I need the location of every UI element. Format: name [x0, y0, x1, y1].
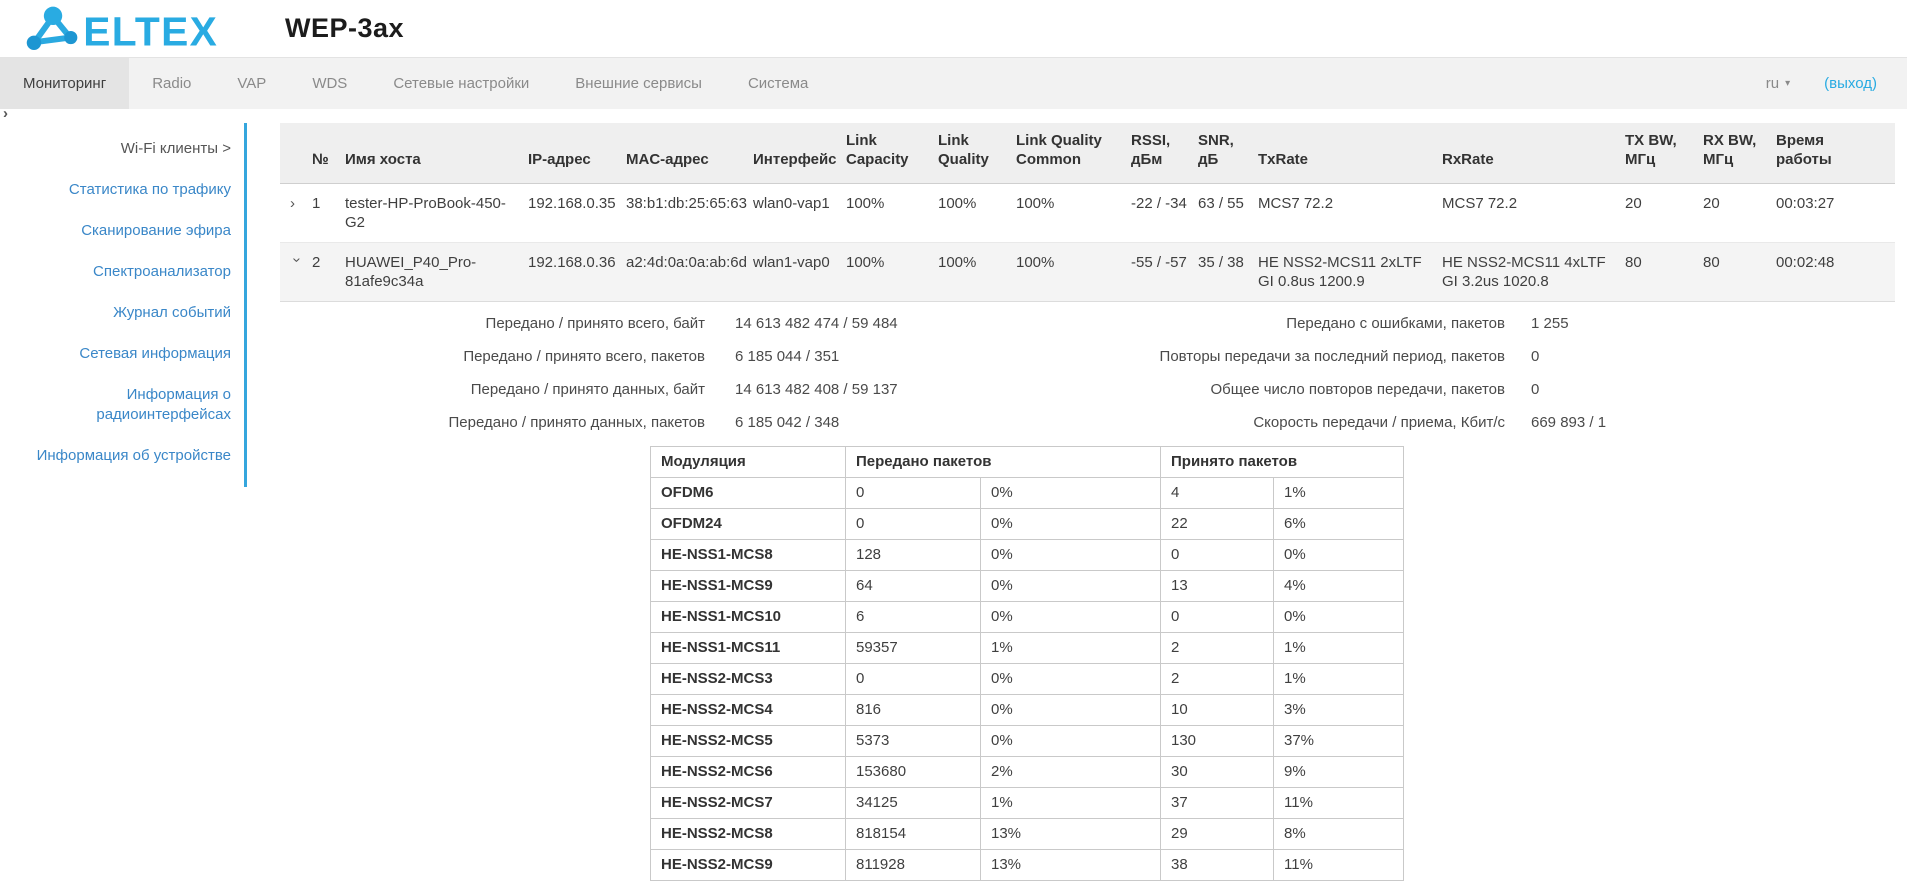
col-uptime: Время работы [1776, 123, 1895, 184]
mod-tx: 0 [846, 478, 981, 509]
mod-name: HE-NSS1-MCS10 [651, 602, 846, 633]
stat-row [1070, 380, 1895, 400]
stat-value: 0 [1531, 381, 1540, 398]
stat-value: 6 185 042 / 348 [735, 414, 840, 431]
cell-rx-bw: 20 [1703, 184, 1776, 243]
stat-value: 14 613 482 474 / 59 484 [735, 315, 898, 332]
mod-tx: 59357 [846, 633, 981, 664]
cell-ip: 192.168.0.35 [528, 184, 626, 243]
col-rx-bw: RX BW, МГц [1703, 123, 1776, 184]
client-row-2[interactable] [280, 243, 1895, 302]
mod-rx: 22 [1161, 509, 1274, 540]
stat-label: Скорость передачи / приема, Кбит/с [1253, 414, 1505, 431]
mod-tx-pct: 0% [981, 571, 1161, 602]
mod-rx-pct: 3% [1274, 695, 1404, 726]
mod-name: OFDM24 [651, 509, 846, 540]
col-num: № [312, 123, 345, 184]
clients-header-row [280, 123, 1895, 184]
mod-tx-pct: 0% [981, 726, 1161, 757]
stat-value: 6 185 044 / 351 [735, 348, 840, 365]
col-rxrate: RxRate [1442, 123, 1625, 184]
cell-tx-bw: 20 [1625, 184, 1703, 243]
page-title: WEP-3ax [285, 13, 405, 43]
cell-rxrate: MCS7 72.2 [1442, 184, 1625, 243]
cell-expand [280, 184, 312, 243]
col-modulation: Модуляция [651, 447, 846, 478]
chevron-right-icon: > [222, 140, 231, 157]
mod-rx: 38 [1161, 850, 1274, 881]
stat-value: 1 255 [1531, 315, 1569, 332]
modulation-row [651, 819, 1404, 850]
modulation-header-row [651, 447, 1404, 478]
eltex-molecule-icon [25, 6, 223, 52]
mod-tx: 0 [846, 509, 981, 540]
cell-link-quality-common: 100% [1016, 243, 1131, 302]
sidebar-item-traffic-stats[interactable]: Статистика по трафику [68, 181, 231, 198]
cell-ip: 192.168.0.36 [528, 243, 626, 302]
stat-label: Передано с ошибками, пакетов [1286, 315, 1505, 332]
col-tx-bw: TX BW, МГц [1625, 123, 1703, 184]
mod-tx-pct: 1% [981, 788, 1161, 819]
mod-rx-pct: 9% [1274, 757, 1404, 788]
stat-value: 0 [1531, 348, 1540, 365]
modulation-row [651, 571, 1404, 602]
mod-tx: 818154 [846, 819, 981, 850]
cell-num: 1 [312, 184, 345, 243]
modulation-row [651, 726, 1404, 757]
traffic-summary-left [280, 314, 1070, 446]
mod-rx: 0 [1161, 602, 1274, 633]
mod-rx-pct: 1% [1274, 664, 1404, 695]
stat-row [280, 314, 1070, 334]
mod-tx-pct: 13% [981, 850, 1161, 881]
tab-wds[interactable]: WDS [312, 75, 348, 92]
mod-rx: 37 [1161, 788, 1274, 819]
mod-rx: 10 [1161, 695, 1274, 726]
mod-tx-pct: 0% [981, 478, 1161, 509]
col-interface: Интерфейс [753, 123, 846, 184]
col-snr: SNR, дБ [1198, 123, 1258, 184]
traffic-summary-right [1070, 314, 1895, 446]
mod-tx: 5373 [846, 726, 981, 757]
mod-rx-pct: 1% [1274, 478, 1404, 509]
collapse-row-icon[interactable]: › [288, 257, 306, 263]
cell-txrate: MCS7 72.2 [1258, 184, 1442, 243]
mod-name: HE-NSS2-MCS6 [651, 757, 846, 788]
sidebar-item-wifi-clients[interactable]: Wi-Fi клиенты > [120, 140, 231, 157]
stat-row [1070, 347, 1895, 367]
mod-name: HE-NSS2-MCS9 [651, 850, 846, 881]
mod-name: HE-NSS2-MCS7 [651, 788, 846, 819]
mod-name: HE-NSS2-MCS5 [651, 726, 846, 757]
cell-link-quality-common: 100% [1016, 184, 1131, 243]
modulation-row [651, 509, 1404, 540]
mod-tx: 64 [846, 571, 981, 602]
mod-rx-pct: 4% [1274, 571, 1404, 602]
tab-system[interactable]: Система [747, 75, 809, 92]
sidebar-divider [244, 123, 247, 487]
mod-tx-pct: 0% [981, 509, 1161, 540]
col-mac: MAC-адрес [626, 123, 753, 184]
expand-row-icon[interactable]: › [290, 195, 295, 212]
mod-name: OFDM6 [651, 478, 846, 509]
sidebar [0, 109, 247, 874]
stat-row [1070, 413, 1895, 433]
modulation-row [651, 602, 1404, 633]
modulation-row [651, 478, 1404, 509]
mod-name: HE-NSS2-MCS3 [651, 664, 846, 695]
cell-rssi: -55 / -57 [1131, 243, 1198, 302]
cell-num: 2 [312, 243, 345, 302]
sidebar-item-network-info[interactable]: Сетевая информация [79, 345, 231, 362]
sidebar-item-air-scan[interactable]: Сканирование эфира [81, 222, 231, 239]
cell-uptime: 00:02:48 [1776, 243, 1895, 302]
stat-label: Повторы передачи за последний период, пакетов [1159, 348, 1505, 365]
cell-rxrate: HE NSS2-MCS11 4xLTF GI 3.2us 1020.8 [1442, 243, 1625, 302]
mod-tx-pct: 0% [981, 695, 1161, 726]
stat-label: Общее число повторов передачи, пакетов [1210, 381, 1505, 398]
mod-tx: 0 [846, 664, 981, 695]
mod-tx: 34125 [846, 788, 981, 819]
modulation-row [651, 540, 1404, 571]
mod-name: HE-NSS1-MCS9 [651, 571, 846, 602]
top-header [0, 0, 1907, 57]
col-ip: IP-адрес [528, 123, 626, 184]
mod-name: HE-NSS1-MCS8 [651, 540, 846, 571]
mod-tx-pct: 0% [981, 664, 1161, 695]
mod-tx: 153680 [846, 757, 981, 788]
mod-rx: 2 [1161, 633, 1274, 664]
cell-snr: 35 / 38 [1198, 243, 1258, 302]
mod-rx-pct: 11% [1274, 788, 1404, 819]
cell-interface: wlan0-vap1 [753, 184, 846, 243]
mod-rx-pct: 0% [1274, 602, 1404, 633]
stat-label: Передано / принято всего, пакетов [463, 348, 705, 365]
cell-hostname: tester-HP-ProBook-450-G2 [345, 184, 528, 243]
col-link-capacity: Link Capacity [846, 123, 938, 184]
cell-txrate: HE NSS2-MCS11 2xLTF GI 0.8us 1200.9 [1258, 243, 1442, 302]
mod-name: HE-NSS2-MCS8 [651, 819, 846, 850]
stat-label: Передано / принято всего, байт [485, 315, 705, 332]
modulation-row [651, 850, 1404, 881]
mod-rx-pct: 0% [1274, 540, 1404, 571]
cell-rssi: -22 / -34 [1131, 184, 1198, 243]
cell-link-capacity: 100% [846, 184, 938, 243]
cell-link-quality: 100% [938, 243, 1016, 302]
stat-row [280, 347, 1070, 367]
col-tx-packets: Передано пакетов [846, 447, 1161, 478]
stat-row [1070, 314, 1895, 334]
modulation-row [651, 757, 1404, 788]
sidebar-item-radio-interfaces-info[interactable]: Информация о радиоинтерфейсах [96, 386, 231, 423]
col-link-quality-common: Link Quality Common [1016, 123, 1131, 184]
mod-rx: 0 [1161, 540, 1274, 571]
mod-rx-pct: 6% [1274, 509, 1404, 540]
col-txrate: TxRate [1258, 123, 1442, 184]
mod-tx-pct: 2% [981, 757, 1161, 788]
modulation-row [651, 695, 1404, 726]
mod-rx: 30 [1161, 757, 1274, 788]
mod-rx: 4 [1161, 478, 1274, 509]
stat-row [280, 413, 1070, 433]
main-content [247, 109, 1907, 874]
svg-text:ELTEX: ELTEX [83, 7, 219, 52]
cell-interface: wlan1-vap0 [753, 243, 846, 302]
col-hostname: Имя хоста [345, 123, 528, 184]
mod-rx-pct: 37% [1274, 726, 1404, 757]
cell-tx-bw: 80 [1625, 243, 1703, 302]
tab-monitoring[interactable]: Мониторинг [0, 58, 129, 109]
cell-expand [280, 243, 312, 302]
col-rssi: RSSI, дБм [1131, 123, 1198, 184]
cell-mac: a2:4d:0a:0a:ab:6d [626, 243, 753, 302]
client-row-1[interactable] [280, 184, 1895, 243]
stat-value: 14 613 482 408 / 59 137 [735, 381, 898, 398]
mod-rx-pct: 1% [1274, 633, 1404, 664]
mod-name: HE-NSS1-MCS11 [651, 633, 846, 664]
main-navbar [0, 57, 1907, 109]
mod-tx-pct: 0% [981, 540, 1161, 571]
mod-rx-pct: 11% [1274, 850, 1404, 881]
mod-tx: 816 [846, 695, 981, 726]
col-link-quality: Link Quality [938, 123, 1016, 184]
cell-uptime: 00:03:27 [1776, 184, 1895, 243]
tab-external-services[interactable]: Внешние сервисы [575, 75, 702, 92]
mod-tx: 128 [846, 540, 981, 571]
cell-link-capacity: 100% [846, 243, 938, 302]
cell-hostname: HUAWEI_P40_Pro-81afe9c34a [345, 243, 528, 302]
stat-label: Передано / принято данных, байт [470, 381, 705, 398]
wifi-clients-table [280, 123, 1895, 302]
chevron-down-icon: ▾ [1785, 78, 1791, 89]
modulation-table [650, 446, 1404, 881]
mod-name: HE-NSS2-MCS4 [651, 695, 846, 726]
sidebar-item-event-log[interactable]: Журнал событий [113, 304, 231, 321]
cell-mac: 38:b1:db:25:65:63 [626, 184, 753, 243]
language-value: ru [1765, 75, 1780, 92]
traffic-summary [280, 314, 1895, 446]
tab-radio[interactable]: Radio [152, 75, 192, 92]
cell-link-quality: 100% [938, 184, 1016, 243]
mod-rx: 2 [1161, 664, 1274, 695]
sidebar-item-device-info[interactable]: Информация об устройстве [36, 447, 231, 464]
logout-link[interactable]: (выход) [1824, 75, 1877, 92]
cell-snr: 63 / 55 [1198, 184, 1258, 243]
mod-tx-pct: 13% [981, 819, 1161, 850]
stat-value: 669 893 / 1 [1531, 414, 1607, 431]
sidebar-collapse-icon[interactable]: › [3, 105, 8, 122]
tab-network-settings[interactable]: Сетевые настройки [393, 75, 530, 92]
modulation-row [651, 633, 1404, 664]
sidebar-item-spectrum-analyzer[interactable]: Спектроанализатор [93, 263, 231, 280]
col-expand [280, 123, 312, 184]
page-layout [0, 105, 1907, 874]
col-rx-packets: Принято пакетов [1161, 447, 1404, 478]
stat-label: Передано / принято данных, пакетов [448, 414, 705, 431]
mod-rx: 13 [1161, 571, 1274, 602]
mod-tx-pct: 1% [981, 633, 1161, 664]
mod-tx: 811928 [846, 850, 981, 881]
tab-vap[interactable]: VAP [237, 75, 267, 92]
modulation-row [651, 664, 1404, 695]
language-dropdown[interactable] [1766, 75, 1790, 92]
eltex-logo[interactable] [25, 6, 223, 52]
modulation-row [651, 788, 1404, 819]
navbar-right [1766, 58, 1907, 109]
mod-tx-pct: 0% [981, 602, 1161, 633]
mod-rx: 130 [1161, 726, 1274, 757]
mod-rx-pct: 8% [1274, 819, 1404, 850]
mod-tx: 6 [846, 602, 981, 633]
mod-rx: 29 [1161, 819, 1274, 850]
stat-row [280, 380, 1070, 400]
cell-rx-bw: 80 [1703, 243, 1776, 302]
